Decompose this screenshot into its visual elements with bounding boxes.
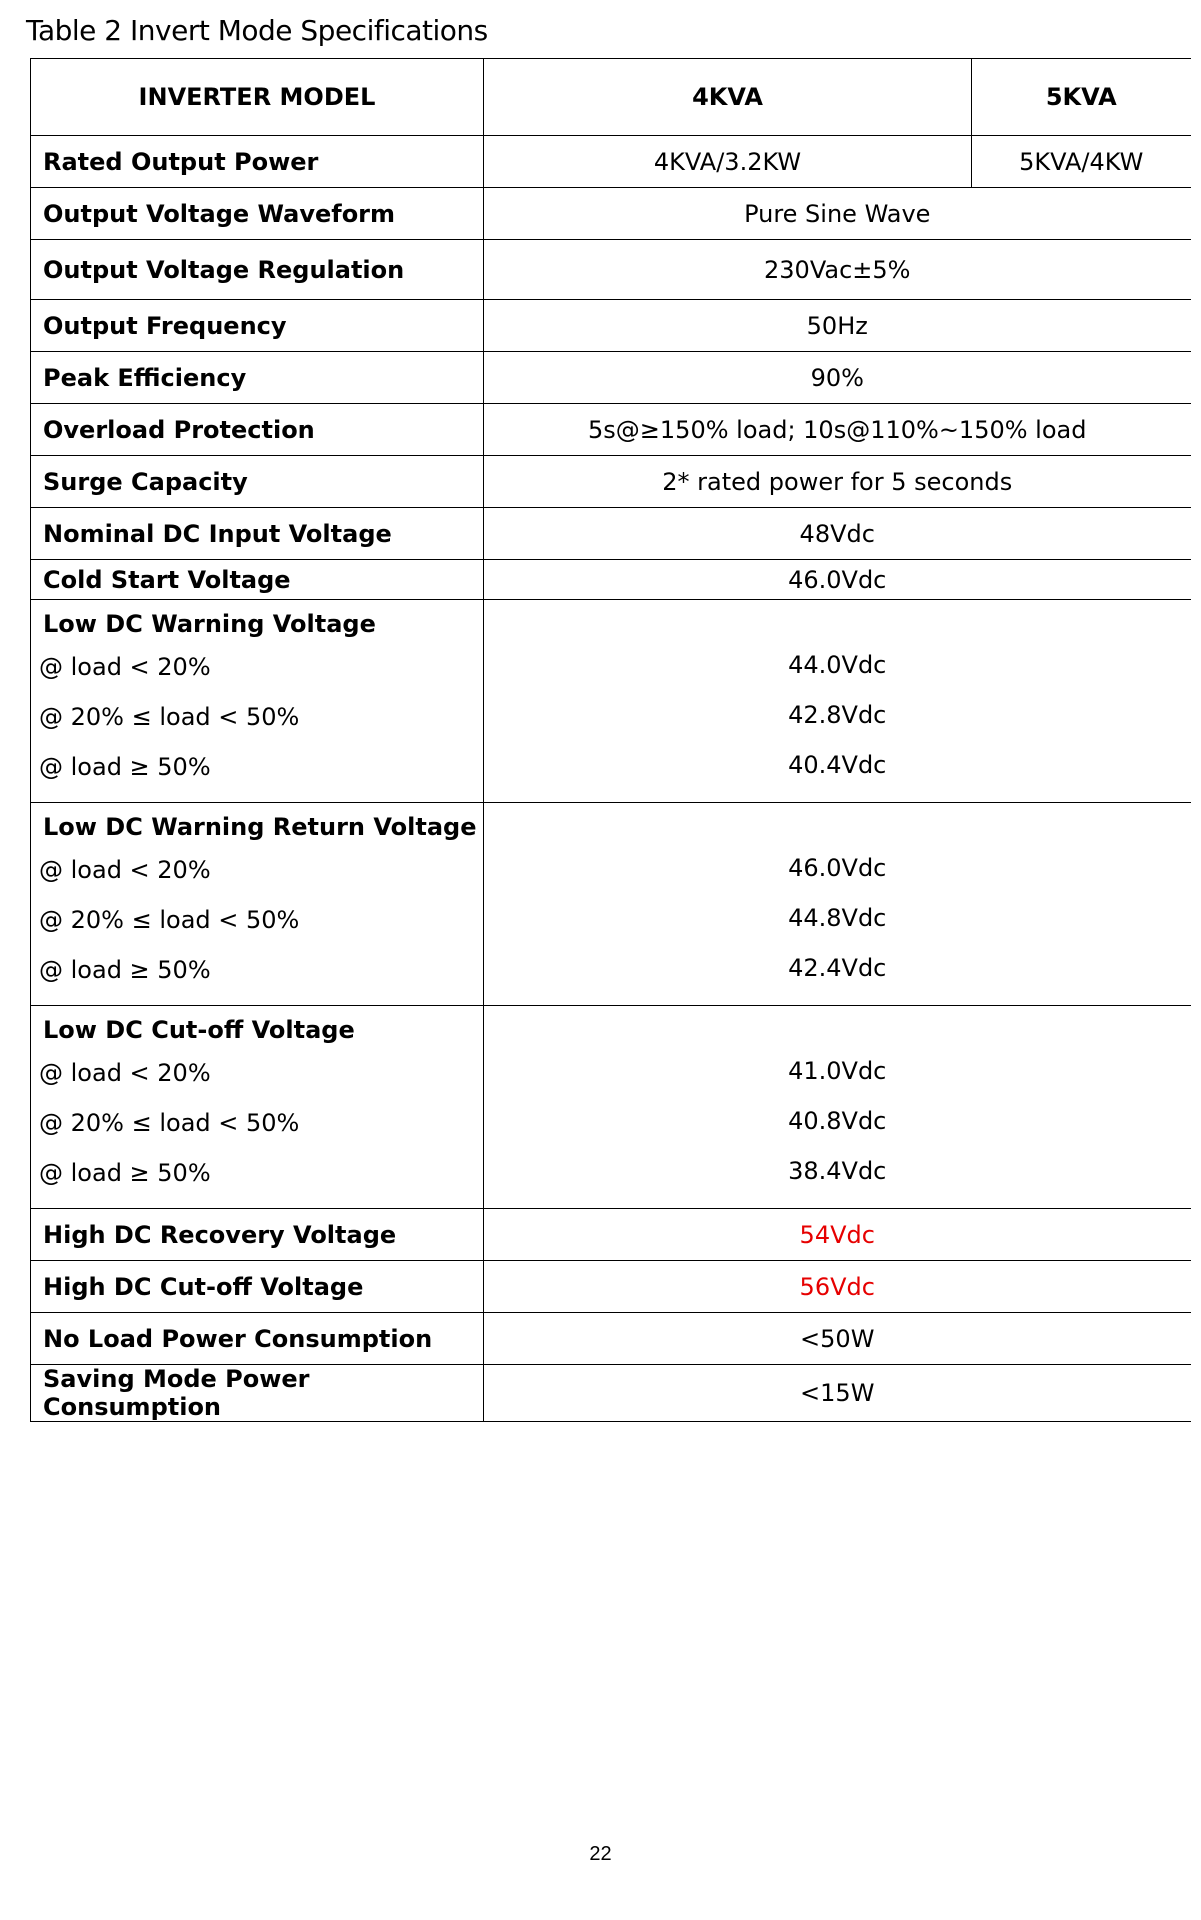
row-label: Output Voltage Waveform: [31, 188, 484, 240]
table-row: [31, 1313, 1191, 1365]
row-label: Saving Mode Power Consumption: [31, 1365, 484, 1422]
table-row: [31, 1261, 1191, 1313]
row-label: High DC Recovery Voltage: [31, 1209, 484, 1261]
4kva-header: 4KVA: [484, 59, 972, 136]
table-row: [31, 240, 1191, 300]
page-number: 22: [589, 1843, 612, 1865]
row-value: 46.0Vdc: [484, 560, 1191, 600]
voltage-value: 42.8Vdc: [788, 701, 887, 729]
multi-row-title: Low DC Warning Voltage: [43, 610, 376, 638]
row-value: 50Hz: [484, 300, 1191, 352]
load-condition: @ load ≥ 50%: [39, 956, 211, 984]
table-row: [31, 1365, 1191, 1422]
table-row: [31, 560, 1191, 600]
load-condition: @ 20% ≤ load < 50%: [39, 906, 300, 934]
multi-row-label: [31, 1006, 484, 1209]
table-row-multi: [31, 1006, 1191, 1209]
row-label: Rated Output Power: [31, 136, 484, 188]
row-label: Nominal DC Input Voltage: [31, 508, 484, 560]
multi-row-label: [31, 803, 484, 1006]
row-label: Surge Capacity: [31, 456, 484, 508]
load-condition: @ load < 20%: [39, 653, 211, 681]
row-value: <15W: [484, 1365, 1191, 1422]
row-value: <50W: [484, 1313, 1191, 1365]
row-label: No Load Power Consumption: [31, 1313, 484, 1365]
load-condition: @ load < 20%: [39, 856, 211, 884]
row-value: 90%: [484, 352, 1191, 404]
row-value: Pure Sine Wave: [484, 188, 1191, 240]
table-row: [31, 1209, 1191, 1261]
row-label: Cold Start Voltage: [31, 560, 484, 600]
multi-row-title: Low DC Warning Return Voltage: [43, 813, 477, 841]
table-row: [31, 136, 1191, 188]
table-row-multi: [31, 803, 1191, 1006]
load-condition: @ 20% ≤ load < 50%: [39, 1109, 300, 1137]
row-value-highlighted: 56Vdc: [484, 1261, 1191, 1313]
table-header-row: [31, 59, 1191, 136]
5kva-header: 5KVA: [972, 59, 1191, 136]
multi-row-title: Low DC Cut-off Voltage: [43, 1016, 355, 1044]
load-condition: @ load ≥ 50%: [39, 753, 211, 781]
inverter-model-header: INVERTER MODEL: [31, 59, 484, 136]
load-condition: @ load ≥ 50%: [39, 1159, 211, 1187]
specifications-table: [30, 58, 1191, 1422]
table-row: [31, 456, 1191, 508]
voltage-value: 40.4Vdc: [788, 751, 887, 779]
row-value-5kva: 5KVA/4KW: [972, 136, 1191, 188]
row-label: Output Frequency: [31, 300, 484, 352]
multi-row-values: [484, 1006, 1191, 1209]
row-label: Overload Protection: [31, 404, 484, 456]
voltage-value: 46.0Vdc: [788, 854, 887, 882]
voltage-value: 44.8Vdc: [788, 904, 887, 932]
row-label: Output Voltage Regulation: [31, 240, 484, 300]
multi-row-values: [484, 803, 1191, 1006]
voltage-value: 44.0Vdc: [788, 651, 887, 679]
row-value-highlighted: 54Vdc: [484, 1209, 1191, 1261]
row-value: 230Vac±5%: [484, 240, 1191, 300]
multi-row-values: [484, 600, 1191, 803]
table-row: [31, 404, 1191, 456]
row-label: High DC Cut-off Voltage: [31, 1261, 484, 1313]
row-value-4kva: 4KVA/3.2KW: [484, 136, 972, 188]
load-condition: @ load < 20%: [39, 1059, 211, 1087]
load-condition: @ 20% ≤ load < 50%: [39, 703, 300, 731]
table-row: [31, 352, 1191, 404]
voltage-value: 38.4Vdc: [788, 1157, 887, 1185]
row-value: 2* rated power for 5 seconds: [484, 456, 1191, 508]
voltage-value: 40.8Vdc: [788, 1107, 887, 1135]
table-row: [31, 508, 1191, 560]
voltage-value: 42.4Vdc: [788, 954, 887, 982]
voltage-value: 41.0Vdc: [788, 1057, 887, 1085]
table-row: [31, 188, 1191, 240]
row-value: 48Vdc: [484, 508, 1191, 560]
table-caption: Table 2 Invert Mode Specifications: [26, 14, 488, 47]
multi-row-label: [31, 600, 484, 803]
table-row-multi: [31, 600, 1191, 803]
row-value: 5s@≥150% load; 10s@110%~150% load: [484, 404, 1191, 456]
table-row: [31, 300, 1191, 352]
row-label: Peak Efficiency: [31, 352, 484, 404]
